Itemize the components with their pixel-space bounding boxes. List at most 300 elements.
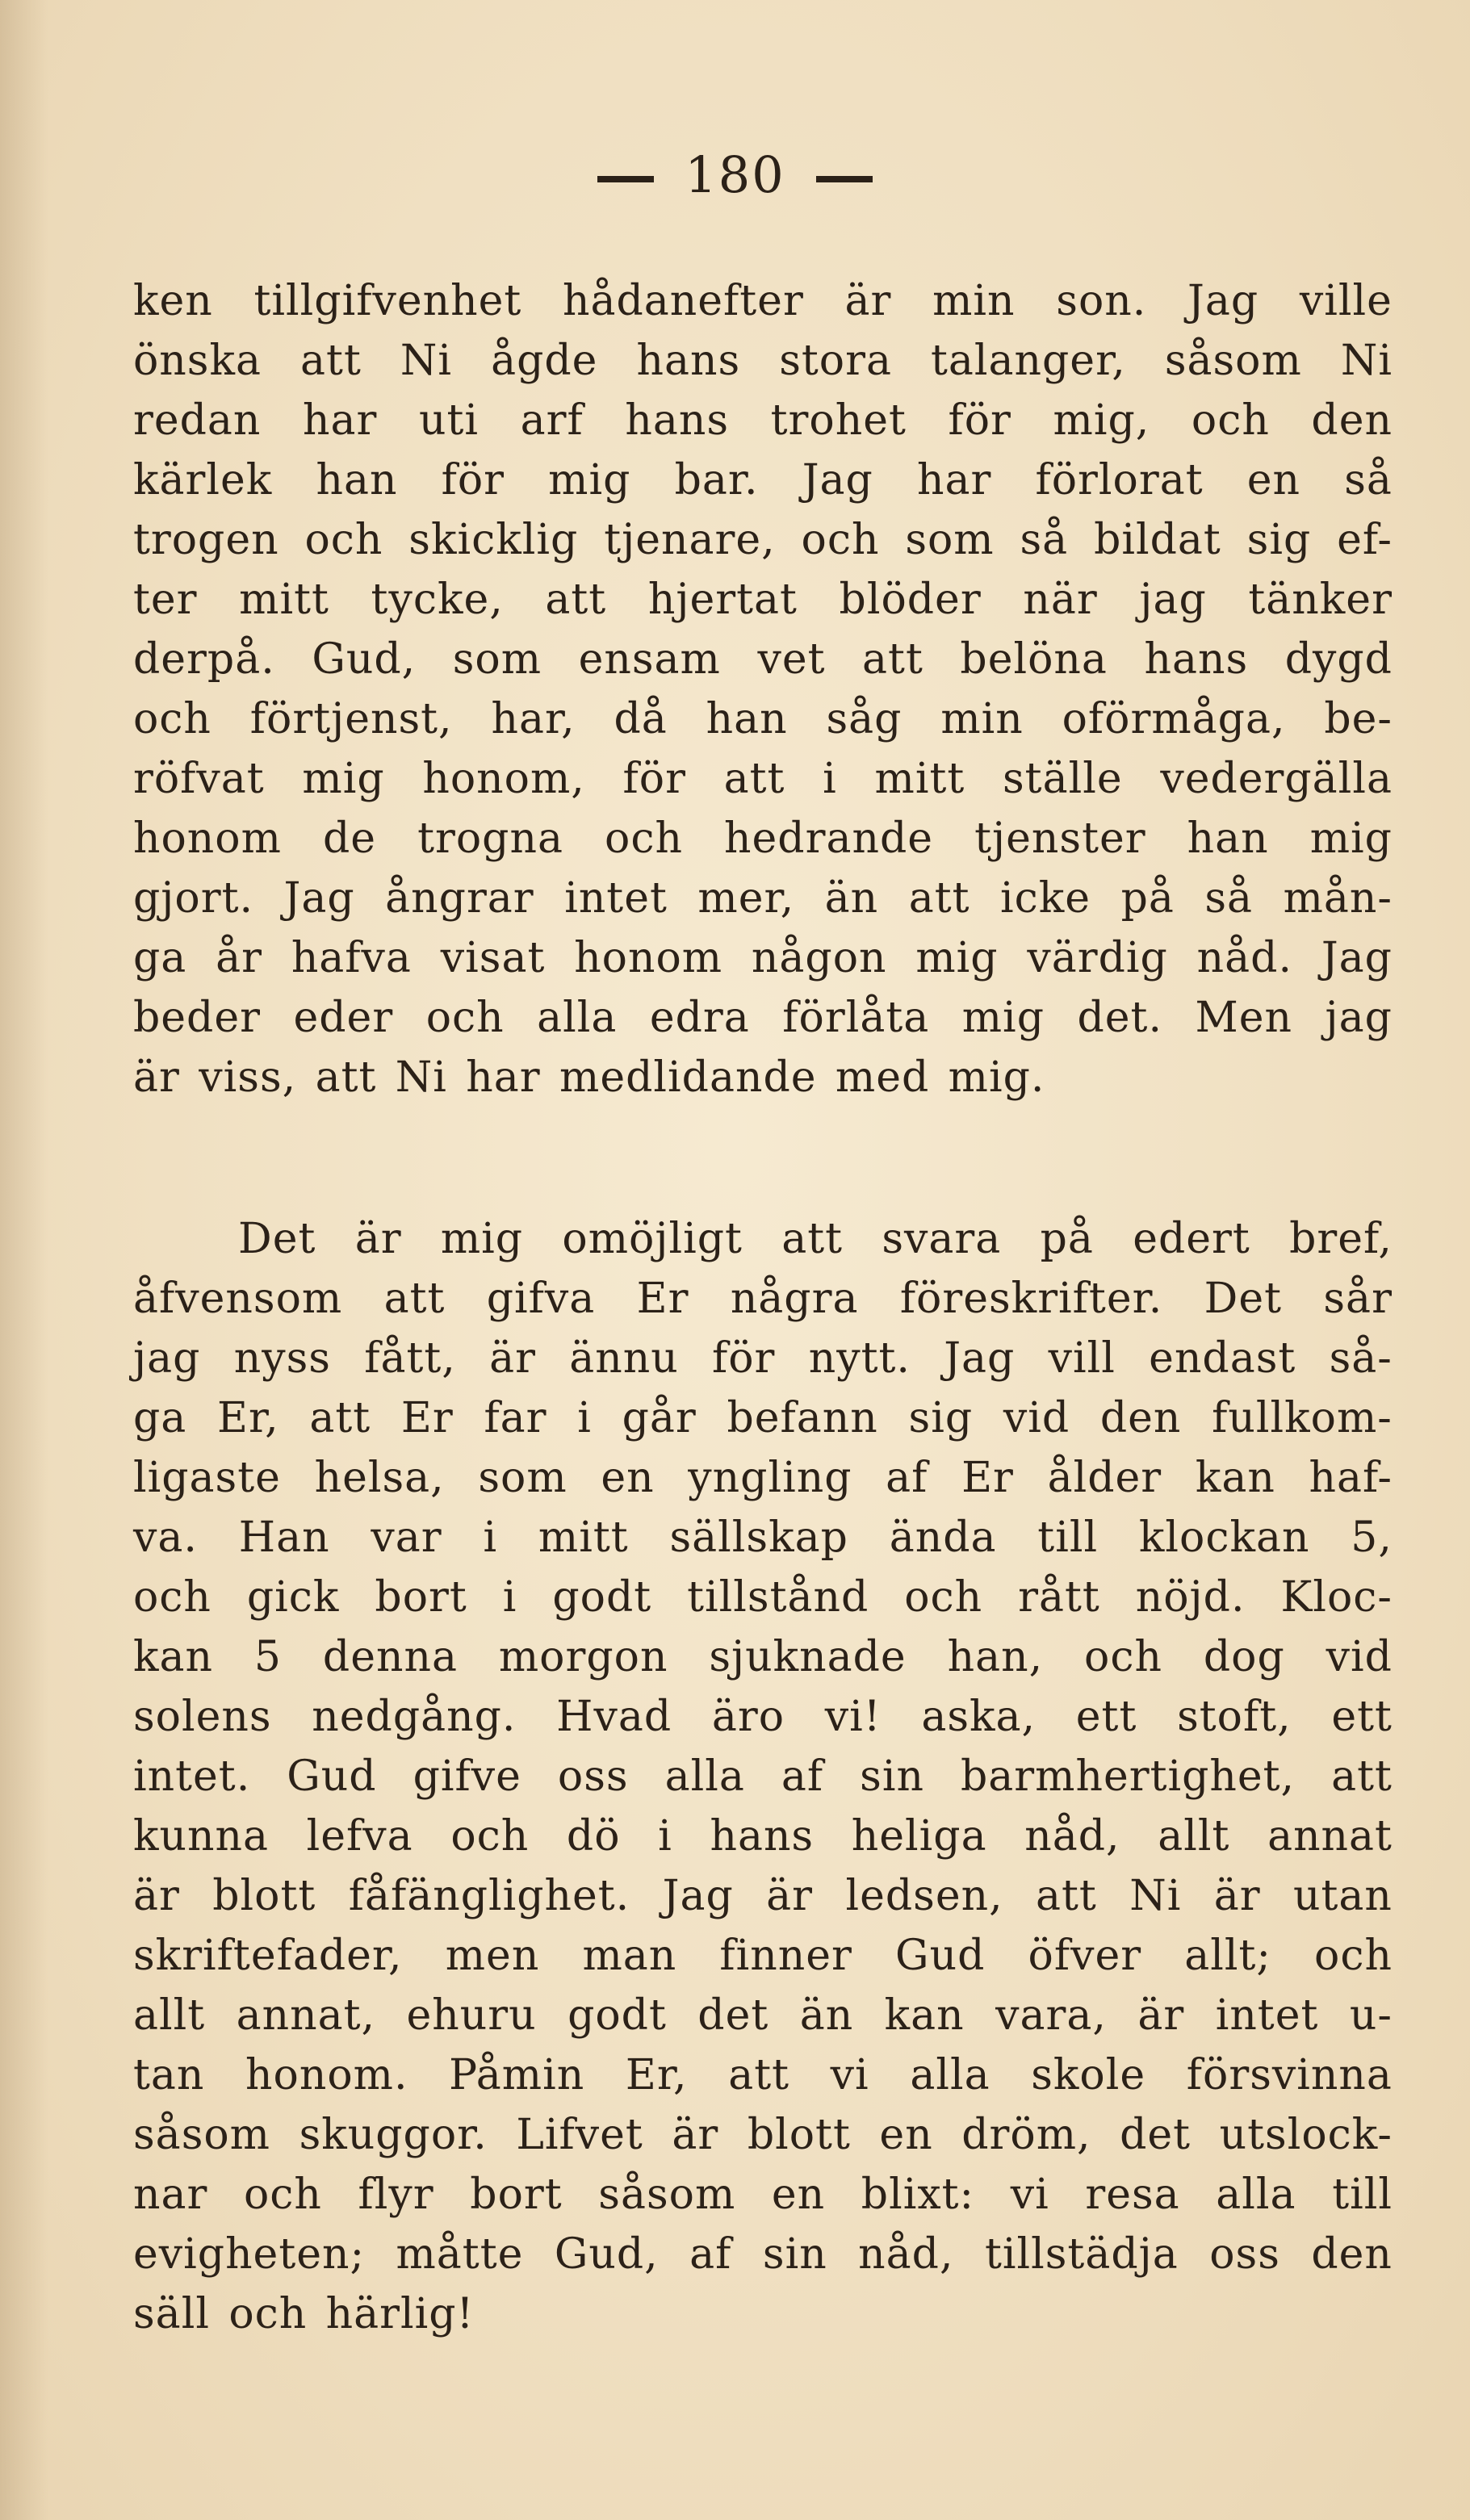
word: ga — [133, 1394, 187, 1442]
word: mig — [961, 994, 1045, 1042]
word: han — [316, 456, 398, 504]
page-number: 180 — [685, 145, 785, 204]
word: Jag — [283, 874, 355, 923]
word: bar. — [674, 456, 759, 504]
word: det — [1120, 2111, 1191, 2159]
word: som — [452, 635, 542, 684]
word: hjertat — [647, 576, 798, 624]
word: sig — [908, 1394, 974, 1442]
word: så — [1020, 516, 1069, 564]
word: son. — [1056, 277, 1147, 325]
word: trohet — [770, 396, 907, 445]
word: han — [1187, 814, 1269, 863]
word: förlorat — [1035, 456, 1204, 504]
word: tillgifvenhet — [253, 277, 522, 325]
word: bort — [375, 1573, 467, 1622]
text-line — [133, 570, 1393, 630]
word: att — [383, 1275, 446, 1323]
word: någon — [751, 934, 887, 982]
word: Ni — [1340, 337, 1393, 385]
word: intet — [564, 874, 668, 923]
word: och — [133, 1573, 211, 1622]
word: tjenare, — [604, 516, 776, 564]
word: förlåta — [782, 994, 930, 1042]
word: och — [605, 814, 683, 863]
text-line — [133, 1508, 1393, 1568]
word: kan — [133, 1633, 214, 1681]
word: blöder — [839, 576, 982, 624]
text-line — [133, 331, 1393, 391]
text-line — [133, 2225, 1393, 2284]
word: det — [697, 1991, 769, 2040]
word: barmhertighet, — [961, 1752, 1296, 1801]
text-line — [133, 809, 1393, 869]
word: går — [622, 1394, 697, 1442]
word: mer, — [697, 874, 795, 923]
text-line — [133, 2045, 1393, 2105]
word: nyss — [233, 1334, 331, 1383]
word: nytt. — [808, 1334, 911, 1383]
word: mig, — [1053, 396, 1150, 445]
word: omöjligt — [562, 1215, 743, 1263]
word: att — [300, 337, 362, 385]
word: men — [445, 1932, 540, 1980]
word: försvinna — [1186, 2051, 1393, 2099]
header-dash-left — [597, 176, 654, 182]
word: såsom — [598, 2170, 736, 2219]
word: arf — [520, 396, 584, 445]
word: Er, — [217, 1394, 279, 1442]
word: blixt: — [861, 2170, 975, 2219]
word: mig — [440, 1215, 524, 1263]
word: Påmin — [449, 2051, 585, 2099]
word: ken — [133, 277, 213, 325]
text-line — [133, 1986, 1393, 2045]
word: af — [886, 1454, 928, 1502]
text-line — [133, 2165, 1393, 2225]
word: som — [905, 516, 995, 564]
word: jag — [133, 1334, 201, 1383]
word: annat — [1267, 1812, 1393, 1861]
word: och — [1191, 396, 1270, 445]
word: är — [1137, 1991, 1185, 2040]
word: stoft, — [1177, 1693, 1292, 1741]
word: i — [483, 1513, 498, 1562]
word: Er, — [625, 2051, 688, 2099]
word: Det — [1204, 1275, 1283, 1323]
word: redan — [133, 396, 262, 445]
word: aska, — [921, 1693, 1037, 1741]
word: ålder — [1047, 1454, 1162, 1502]
word: annat, — [236, 1991, 376, 2040]
word: den — [1311, 2230, 1393, 2279]
text-line — [133, 1687, 1393, 1747]
word: klockan — [1138, 1513, 1310, 1562]
word: ställe — [1002, 755, 1123, 803]
word: svara — [882, 1215, 1002, 1263]
word: hans — [1144, 635, 1249, 684]
word: på — [1040, 1215, 1094, 1263]
word: min — [940, 695, 1024, 743]
word: honom, — [422, 755, 585, 803]
word: har — [916, 456, 992, 504]
word: honom — [133, 814, 282, 863]
word: talanger, — [931, 337, 1126, 385]
word: alla — [1216, 2170, 1296, 2219]
word: för — [948, 396, 1011, 445]
word: intet. — [133, 1752, 251, 1801]
word: hådanefter — [562, 277, 804, 325]
word: lefva — [306, 1812, 413, 1861]
word: Hvad — [556, 1693, 672, 1741]
text-line — [133, 391, 1393, 450]
word: ga — [133, 934, 187, 982]
word: ehuru — [406, 1991, 537, 2040]
word: för — [441, 456, 505, 504]
word: 5, — [1351, 1513, 1393, 1562]
word: sällskap — [669, 1513, 848, 1562]
word: är — [133, 1053, 180, 1102]
word: och — [1314, 1932, 1393, 1980]
word: finner — [719, 1932, 852, 1980]
word: stora — [779, 337, 892, 385]
word: dröm, — [961, 2111, 1091, 2159]
word: Er — [636, 1275, 689, 1323]
word: så — [1344, 456, 1393, 504]
word: helsa, — [314, 1454, 445, 1502]
word: haf- — [1309, 1454, 1393, 1502]
word: vi — [830, 2051, 869, 2099]
word: min — [932, 277, 1016, 325]
word: måtte — [396, 2230, 524, 2279]
word: evigheten; — [133, 2230, 366, 2279]
word: och — [425, 994, 505, 1042]
word: kan — [1195, 1454, 1275, 1502]
word: nöjd. — [1135, 1573, 1246, 1622]
text-line — [133, 510, 1393, 570]
word: utan — [1293, 1872, 1393, 1920]
word: öfver — [1028, 1932, 1142, 1980]
word: utslock- — [1219, 2111, 1393, 2159]
word: sjuknade — [709, 1633, 907, 1681]
text-line — [133, 1048, 1393, 1107]
word: mig — [548, 456, 631, 504]
text-line — [133, 630, 1393, 689]
word: är — [844, 277, 892, 325]
word: på — [1120, 874, 1175, 923]
text-line — [133, 1269, 1393, 1329]
word: är — [672, 2111, 719, 2159]
word: har — [303, 396, 378, 445]
word: nar — [133, 2170, 208, 2219]
word: en — [1246, 456, 1301, 504]
word: vet — [757, 635, 826, 684]
text-line — [133, 1866, 1393, 1926]
text-line — [133, 1448, 1393, 1508]
word: befann — [727, 1394, 878, 1442]
word: edert — [1133, 1215, 1250, 1263]
paragraph-2 — [133, 1209, 1393, 2344]
word: när — [1023, 576, 1098, 624]
word: gifva — [486, 1275, 596, 1323]
word: att — [723, 755, 785, 803]
text-line — [133, 1388, 1393, 1448]
word: u- — [1349, 1991, 1393, 2040]
word: nedgång. — [312, 1693, 517, 1741]
word: gick — [246, 1573, 340, 1622]
word: och — [1084, 1633, 1162, 1681]
word: vi! — [824, 1693, 882, 1741]
word: fåfänglighet. — [348, 1872, 630, 1920]
word: är — [1213, 1872, 1261, 1920]
word: edra — [649, 994, 750, 1042]
word: Er — [400, 1394, 454, 1442]
word: härlig! — [325, 2290, 475, 2338]
word: af — [689, 2230, 732, 2279]
word: be- — [1324, 695, 1393, 743]
word: Ni — [400, 337, 453, 385]
word: som — [478, 1454, 567, 1502]
word: röfvat — [133, 755, 265, 803]
word: resa — [1085, 2170, 1180, 2219]
word: var — [371, 1513, 442, 1562]
word: för — [712, 1334, 776, 1383]
word: den — [1311, 396, 1393, 445]
word: mig. — [948, 1053, 1045, 1102]
word: Gud, — [312, 635, 417, 684]
word: trogna — [417, 814, 563, 863]
text-line — [133, 928, 1393, 988]
word: heliga — [851, 1812, 987, 1861]
word: Gud — [287, 1752, 377, 1801]
word: ångrar — [385, 874, 534, 923]
word: och — [904, 1573, 983, 1622]
word: va. — [133, 1513, 198, 1562]
word: Ni — [1129, 1872, 1182, 1920]
word: mitt — [874, 755, 965, 803]
word: denna — [322, 1633, 458, 1681]
word: till — [1332, 2170, 1393, 2219]
word: gifve — [413, 1752, 521, 1801]
word: är — [133, 1872, 180, 1920]
word: ända — [889, 1513, 997, 1562]
word: dö — [566, 1812, 621, 1861]
paragraph-1 — [133, 271, 1393, 1107]
word: bildat — [1094, 516, 1221, 564]
word: nåd, — [1024, 1812, 1120, 1861]
word: till — [1037, 1513, 1099, 1562]
word: förtjenst, — [249, 695, 453, 743]
word: att — [315, 1053, 377, 1102]
word: är — [354, 1215, 402, 1263]
text-line — [133, 2284, 1393, 2344]
word: ännu — [569, 1334, 679, 1383]
word: eder — [293, 994, 394, 1042]
word: belöna — [960, 635, 1108, 684]
word: har — [466, 1053, 541, 1102]
word: då — [614, 695, 668, 743]
text-line — [133, 1568, 1393, 1627]
word: tycke, — [371, 576, 504, 624]
word: Jag — [662, 1872, 734, 1920]
text-line — [133, 988, 1393, 1048]
word: att — [728, 2051, 789, 2099]
word: mig — [1309, 814, 1393, 863]
word: skuggor. — [299, 2111, 488, 2159]
word: i — [658, 1812, 672, 1861]
word: alla — [664, 1752, 745, 1801]
word: i — [577, 1394, 592, 1442]
word: att — [1331, 1752, 1393, 1801]
text-line — [133, 1329, 1393, 1388]
word: far — [484, 1394, 547, 1442]
text-line — [133, 1627, 1393, 1687]
word: icke — [1000, 874, 1091, 923]
word: godt — [552, 1573, 652, 1622]
word: ett — [1075, 1693, 1137, 1741]
word: mig — [915, 934, 999, 982]
word: oss — [1209, 2230, 1280, 2279]
word: vi — [1010, 2170, 1049, 2219]
word: ensam — [578, 635, 721, 684]
word: några — [730, 1275, 859, 1323]
word: bref, — [1289, 1215, 1393, 1263]
word: och — [801, 516, 880, 564]
word: tillstånd — [687, 1573, 869, 1622]
text-line — [133, 1926, 1393, 1986]
word: allt; — [1184, 1932, 1271, 1980]
word: flyr — [358, 2170, 434, 2219]
word: skicklig — [408, 516, 579, 564]
word: ligaste — [133, 1454, 281, 1502]
word: kan — [884, 1991, 965, 2040]
word: är — [766, 1872, 814, 1920]
word: ledsen, — [845, 1872, 1003, 1920]
word: sin — [860, 1752, 924, 1801]
word: sig — [1246, 516, 1312, 564]
word: godt — [567, 1991, 667, 2040]
text-line — [133, 1747, 1393, 1806]
word: hans — [625, 396, 730, 445]
word: allt — [1158, 1812, 1230, 1861]
word: alla — [910, 2051, 990, 2099]
word: än — [824, 874, 879, 923]
word: de — [322, 814, 377, 863]
word: han, — [947, 1633, 1044, 1681]
word: nåd, — [858, 2230, 954, 2279]
word: fått, — [364, 1334, 456, 1383]
word: Gud — [895, 1932, 986, 1980]
word: kunna — [133, 1812, 269, 1861]
word: hafva — [291, 934, 412, 982]
word: såsom — [1164, 337, 1302, 385]
word: yngling — [688, 1454, 852, 1502]
word: medlidande — [559, 1053, 817, 1102]
word: nåd. — [1196, 934, 1292, 982]
word: åfvensom — [133, 1275, 343, 1323]
word: kärlek — [133, 456, 273, 504]
word: honom. — [245, 2051, 408, 2099]
word: derpå. — [133, 635, 275, 684]
word: honom — [574, 934, 723, 982]
word: 5 — [253, 1633, 283, 1681]
word: mån- — [1283, 874, 1393, 923]
text-line — [133, 1209, 1393, 1269]
word: att — [908, 874, 970, 923]
word: att — [1036, 1872, 1097, 1920]
text-line — [133, 2105, 1393, 2165]
word: den — [1099, 1394, 1182, 1442]
word: i — [502, 1573, 517, 1622]
word: i — [823, 755, 837, 803]
page-header — [0, 145, 1470, 204]
word: vill — [1048, 1334, 1116, 1383]
word: en — [879, 2111, 933, 2159]
text-line — [133, 450, 1393, 510]
word: en — [601, 1454, 655, 1502]
word: Jag — [944, 1334, 1016, 1383]
word: en — [771, 2170, 826, 2219]
word: blott — [212, 1872, 316, 1920]
word: blott — [747, 2111, 851, 2159]
word: vara, — [995, 1991, 1107, 2040]
word: vid — [1326, 1633, 1393, 1681]
word: Jag — [1321, 934, 1393, 982]
word: har, — [491, 695, 576, 743]
word: jag — [1139, 576, 1207, 624]
word: att — [862, 635, 923, 684]
word: solens — [133, 1693, 272, 1741]
word: Kloc- — [1280, 1573, 1393, 1622]
word: så- — [1329, 1334, 1393, 1383]
word: dygd — [1284, 635, 1393, 684]
word: bort — [470, 2170, 563, 2219]
word: och — [304, 516, 383, 564]
word: Men — [1195, 994, 1292, 1042]
word: mitt — [538, 1513, 629, 1562]
word: år — [216, 934, 262, 982]
word: och — [228, 2290, 308, 2338]
word: Han — [238, 1513, 330, 1562]
word: hedrande — [724, 814, 934, 863]
word: än — [799, 1991, 854, 2040]
word: oförmåga, — [1062, 695, 1286, 743]
word: det. — [1077, 994, 1162, 1042]
text-line — [133, 1806, 1393, 1866]
word: Er — [961, 1454, 1014, 1502]
word: vid — [1003, 1394, 1070, 1442]
word: han — [706, 695, 788, 743]
word: mig — [302, 755, 385, 803]
word: uti — [419, 396, 480, 445]
word: såsom — [133, 2111, 270, 2159]
word: trogen — [133, 516, 279, 564]
word: sår — [1323, 1275, 1393, 1323]
word: ef- — [1337, 516, 1393, 564]
word: allt — [133, 1991, 206, 2040]
text-line — [133, 749, 1393, 809]
word: att — [309, 1394, 371, 1442]
word: och — [450, 1812, 530, 1861]
word: föreskrifter. — [899, 1275, 1163, 1323]
word: oss — [557, 1752, 629, 1801]
word: Lifvet — [516, 2111, 643, 2159]
word: endast — [1149, 1334, 1296, 1383]
word: såg — [826, 695, 903, 743]
word: och — [243, 2170, 322, 2219]
word: tänker — [1248, 576, 1393, 624]
word: Jag — [802, 456, 873, 504]
